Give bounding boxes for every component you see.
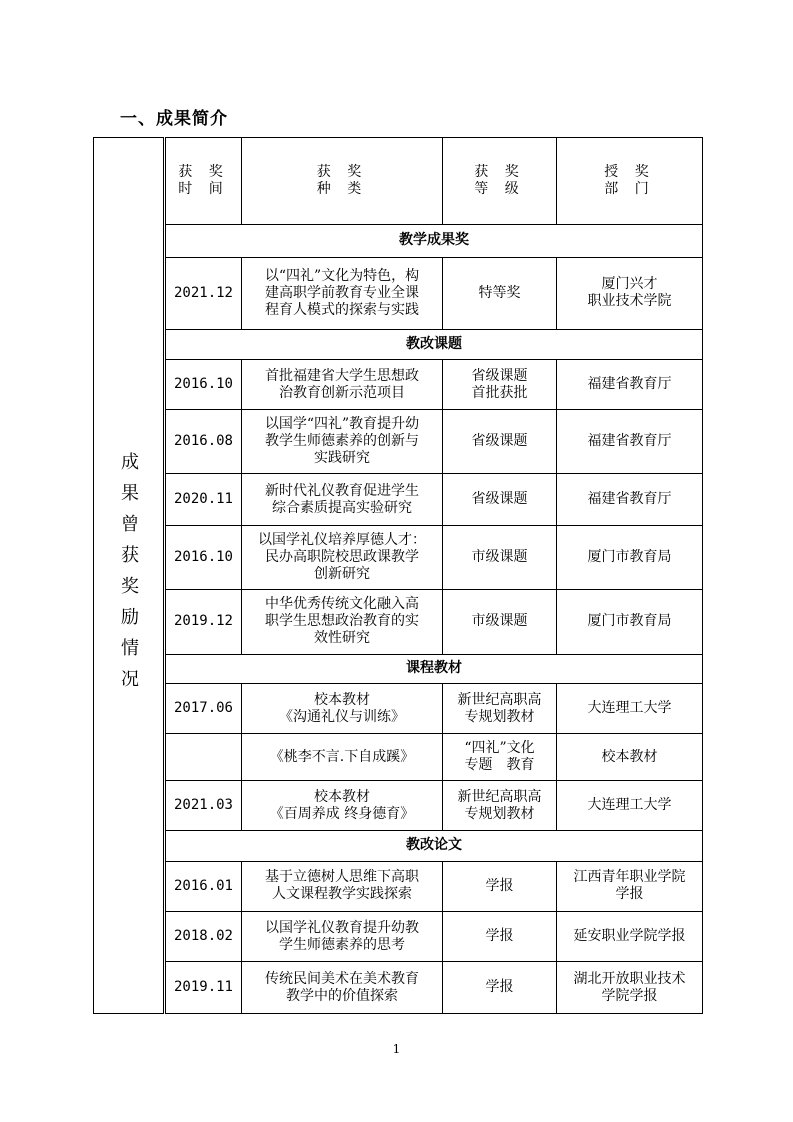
- header-time: 获 奖 时 间: [165, 138, 242, 225]
- award-level: 市级课题: [443, 590, 557, 655]
- header-row: [94, 138, 703, 225]
- award-date: 2021.03: [165, 780, 242, 830]
- table-row: [94, 861, 703, 911]
- award-date: 2017.06: [165, 683, 242, 733]
- section-title: 教改论文: [165, 831, 703, 861]
- award-level: 学报: [443, 861, 557, 911]
- award-date: 2018.02: [165, 911, 242, 961]
- award-kind: 新时代礼仪教育促进学生 综合素质提高实验研究: [242, 474, 443, 526]
- section-row: [94, 654, 703, 683]
- award-level: 学报: [443, 962, 557, 1014]
- award-kind: 《桃李不言.下自成蹊》: [242, 734, 443, 780]
- award-level: 新世纪高职高 专规划教材: [443, 683, 557, 733]
- award-kind: 以“四礼”文化为特色，构 建高职学前教育专业全课 程育人模式的探索与实践: [242, 258, 443, 330]
- award-date: 2016.10: [165, 526, 242, 590]
- section-row: [94, 329, 703, 359]
- award-kind: 以国学礼仪教育提升幼教 学生师德素养的思考: [242, 911, 443, 961]
- award-kind: 基于立德树人思维下高职 人文课程教学实践探索: [242, 861, 443, 911]
- section-title: 教改课题: [165, 329, 703, 359]
- award-dept: 大连理工大学: [557, 683, 703, 733]
- award-level: 省级课题: [443, 410, 557, 474]
- award-level: 省级课题 首批获批: [443, 359, 557, 409]
- award-date: 2020.11: [165, 474, 242, 526]
- table-row: [94, 410, 703, 474]
- header-kind: 获 奖 种 类: [242, 138, 443, 225]
- award-dept: 大连理工大学: [557, 780, 703, 830]
- award-dept: 厦门兴才 职业技术学院: [557, 258, 703, 330]
- award-dept: 厦门市教育局: [557, 526, 703, 590]
- table-row: [94, 683, 703, 733]
- awards-table: [93, 137, 703, 1014]
- award-kind: 校本教材 《百周养成 终身德育》: [242, 780, 443, 830]
- award-date: 2021.12: [165, 258, 242, 330]
- award-date: 2016.08: [165, 410, 242, 474]
- table-row: [94, 474, 703, 526]
- award-level: 特等奖: [443, 258, 557, 330]
- award-dept: 校本教材: [557, 734, 703, 780]
- section-heading: 一、成果简介: [120, 109, 228, 129]
- table-row: [94, 359, 703, 409]
- section-title: 教学成果奖: [165, 224, 703, 257]
- side-label-cell: [94, 138, 165, 1014]
- table-row: [94, 734, 703, 780]
- award-dept: 湖北开放职业技术 学院学报: [557, 962, 703, 1014]
- award-kind: 传统民间美术在美术教育 教学中的价值探索: [242, 962, 443, 1014]
- award-dept: 福建省教育厅: [557, 474, 703, 526]
- award-kind: 首批福建省大学生思想政 治教育创新示范项目: [242, 359, 443, 409]
- award-kind: 以国学礼仪培养厚德人才： 民办高职院校思政课教学 创新研究: [242, 526, 443, 590]
- award-date: 2016.10: [165, 359, 242, 409]
- header-level: 获 奖 等 级: [443, 138, 557, 225]
- award-level: 省级课题: [443, 474, 557, 526]
- award-dept: 福建省教育厅: [557, 359, 703, 409]
- section-row: [94, 224, 703, 257]
- award-level: 新世纪高职高 专规划教材: [443, 780, 557, 830]
- award-level: 市级课题: [443, 526, 557, 590]
- award-kind: 校本教材 《沟通礼仪与训练》: [242, 683, 443, 733]
- award-kind: 中华优秀传统文化融入高 职学生思想政治教育的实 效性研究: [242, 590, 443, 655]
- award-kind: 以国学“四礼”教育提升幼 教学生师德素养的创新与 实践研究: [242, 410, 443, 474]
- award-date: 2016.01: [165, 861, 242, 911]
- award-date: 2019.11: [165, 962, 242, 1014]
- award-dept: 延安职业学院学报: [557, 911, 703, 961]
- table-row: [94, 526, 703, 590]
- table-row: [94, 780, 703, 830]
- section-row: [94, 831, 703, 861]
- table-row: [94, 258, 703, 330]
- award-dept: 厦门市教育局: [557, 590, 703, 655]
- award-dept: 福建省教育厅: [557, 410, 703, 474]
- award-date: 2019.12: [165, 590, 242, 655]
- table-row: [94, 911, 703, 961]
- header-dept: 授 奖 部 门: [557, 138, 703, 225]
- award-dept: 江西青年职业学院 学报: [557, 861, 703, 911]
- table-row: [94, 962, 703, 1014]
- page-number: 1: [392, 1042, 401, 1056]
- award-date: [165, 734, 242, 780]
- award-level: “四礼”文化 专题 教育: [443, 734, 557, 780]
- award-level: 学报: [443, 911, 557, 961]
- side-label: 成果曾获奖励情况: [118, 451, 139, 700]
- section-title: 课程教材: [165, 654, 703, 683]
- table-row: [94, 590, 703, 655]
